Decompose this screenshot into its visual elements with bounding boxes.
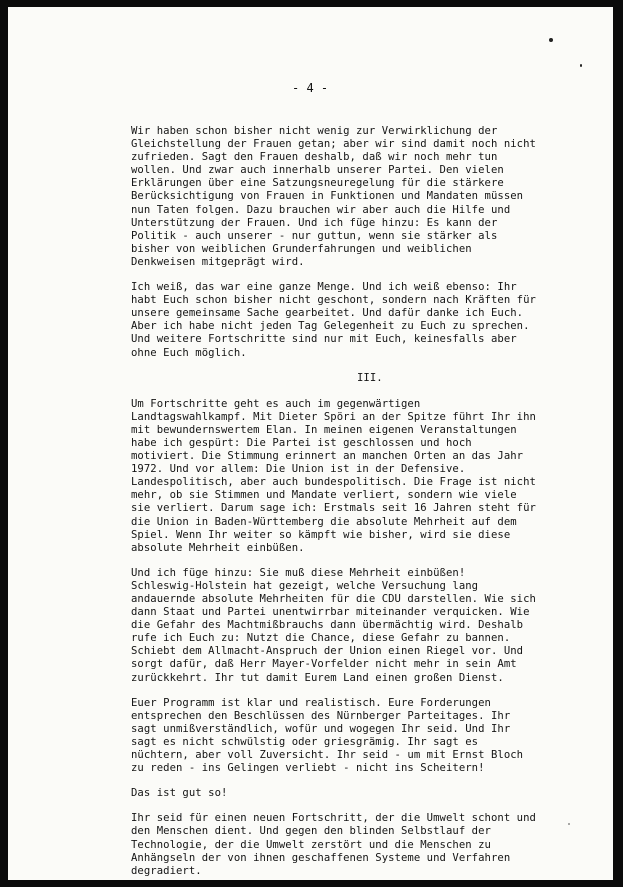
text-line: Schiebt dem Allmacht-Anspruch der Union einen Riegel vor. Und <box>131 645 524 658</box>
paragraph <box>131 567 601 685</box>
text-line: sorgt dafür, daß Herr Mayer-Vorfelder nicht mehr in sein Amt <box>131 658 517 671</box>
text-line: Landespolitisch, aber auch bundespolitisch. Die Frage ist nicht <box>131 476 536 489</box>
scan-speck <box>580 64 582 67</box>
text-line: die Union in Baden-Württemberg die absolute Mehrheit auf dem <box>131 515 517 528</box>
text-line: absolute Mehrheit einbüßen. <box>131 541 305 554</box>
text-line: die Gefahr des Machtmißbrauchs dann übermächtig wird. Deshalb <box>131 619 524 632</box>
text-line: Aber ich habe nicht jeden Tag Gelegenheit zu Euch zu sprechen. <box>131 320 530 333</box>
text-line: mit bewundernswertem Elan. In meinen eigenen Veranstaltungen <box>131 423 517 436</box>
text-line: Um Fortschritte geht es auch im gegenwärtigen <box>131 397 421 410</box>
text-line: entsprechen den Beschlüssen des Nürnberger Parteitages. Ihr <box>131 709 511 722</box>
text-line: sagt unmißverständlich, wofür und wogegen Ihr seid. Und Ihr <box>131 722 511 735</box>
text-line: dann Staat und Partei unentwirrbar miteinander verquicken. Wie <box>131 606 530 619</box>
paragraph <box>131 398 601 555</box>
text-line: den Menschen dient. Und gegen den blinden Selbstlauf der <box>131 825 491 838</box>
text-line: Berücksichtigung von Frauen in Funktionen und Mandaten müssen <box>131 190 524 203</box>
paragraph <box>131 281 601 360</box>
text-line: wollen. Und zwar auch innerhalb unserer Partei. Den vielen <box>131 164 504 177</box>
text-line: motiviert. Die Stimmung erinnert an manchen Orten an das Jahr <box>131 450 524 463</box>
section-iii-text <box>131 398 601 878</box>
text-line: rufe ich Euch zu: Nutzt die Chance, diese Gefahr zu bannen. <box>131 632 511 645</box>
page-number: - 4 - <box>292 81 329 95</box>
text-line: Politik - auch unserer - nur guttun, wenn sie stärker als <box>131 229 498 242</box>
text-line: Technologie, der die Umwelt zerstört und die Menschen zu <box>131 838 491 851</box>
section-ii-text <box>131 125 601 360</box>
text-line: Ihr seid für einen neuen Fortschritt, der die Umwelt schont und <box>131 812 536 825</box>
text-line: Landtagswahlkampf. Mit Dieter Spöri an der Spitze führt Ihr ihn <box>131 410 536 423</box>
text-line: mehr, ob sie Stimmen und Mandate verliert, sondern wie viele <box>131 489 517 502</box>
paragraph <box>131 812 601 877</box>
text-line: habe ich gespürt: Die Partei ist geschlossen und hoch <box>131 436 472 449</box>
paragraph <box>131 125 601 269</box>
text-line: habt Euch schon bisher nicht geschont, sondern nach Kräften für <box>131 294 536 307</box>
text-line: sagt es nicht schwülstig oder griesgrämig. Ihr sagt es <box>131 735 479 748</box>
text-line: sie verliert. Darum sage ich: Erstmals seit 16 Jahren steht für <box>131 502 536 515</box>
scan-speck <box>549 38 553 42</box>
text-line: zurückkehrt. Ihr tut damit Eurem Land einen großen Dienst. <box>131 671 504 684</box>
text-line: Schleswig-Holstein hat gezeigt, welche Versuchung lang <box>131 579 479 592</box>
text-line: Wir haben schon bisher nicht wenig zur Verwirklichung der <box>131 125 498 137</box>
text-line: Erklärungen über eine Satzungsneuregelung für die stärkere <box>131 177 504 190</box>
text-line: Ich weiß, das war eine ganze Menge. Und ich weiß ebenso: Ihr <box>131 281 517 294</box>
text-line: bisher von weiblichen Grunderfahrungen und weiblichen <box>131 242 472 255</box>
text-line: zu reden - ins Gelingen verliebt - nicht ins Scheitern! <box>131 762 485 775</box>
text-line: Spiel. Wenn Ihr weiter so kämpft wie bisher, wird sie diese <box>131 528 511 541</box>
text-line: Anhängseln der von ihnen geschaffenen Systeme und Verfahren <box>131 851 511 864</box>
paragraph <box>131 697 601 776</box>
text-line: Denkweisen mitgeprägt wird. <box>131 255 305 268</box>
document-page <box>8 7 613 880</box>
text-line: ohne Euch möglich. <box>131 346 247 359</box>
paragraph <box>131 787 601 800</box>
text-line: andauernde absolute Mehrheiten für die CDU darstellen. Wie sich <box>131 593 536 605</box>
text-line: Und ich füge hinzu: Sie muß diese Mehrheit einbüßen! <box>131 566 466 579</box>
text-line: Euer Programm ist klar und realistisch. Eure Forderungen <box>131 696 491 709</box>
text-line: Unterstützung der Frauen. Und ich füge hinzu: Es kann der <box>131 216 498 229</box>
document-body <box>131 125 601 880</box>
text-line: unsere gemeinsame Sache gearbeitet. Und dafür danke ich Euch. <box>131 307 524 320</box>
text-line: 1972. Und vor allem: Die Union ist in der Defensive. <box>131 463 466 476</box>
text-line: nun Taten folgen. Dazu brauchen wir aber auch die Hilfe und <box>131 203 511 216</box>
text-line: zufrieden. Sagt den Frauen deshalb, daß wir noch mehr tun <box>131 151 498 164</box>
text-line: Gleichstellung der Frauen getan; aber wir sind damit noch nicht <box>131 138 536 151</box>
text-line: degradiert. <box>131 864 202 877</box>
text-line: nüchtern, aber voll Zuversicht. Ihr seid - um mit Ernst Bloch <box>131 749 524 762</box>
section-heading: III. <box>357 371 383 384</box>
text-line: Und weitere Fortschritte sind nur mit Euch, keinesfalls aber <box>131 333 517 346</box>
text-line: Das ist gut so! <box>131 787 228 800</box>
